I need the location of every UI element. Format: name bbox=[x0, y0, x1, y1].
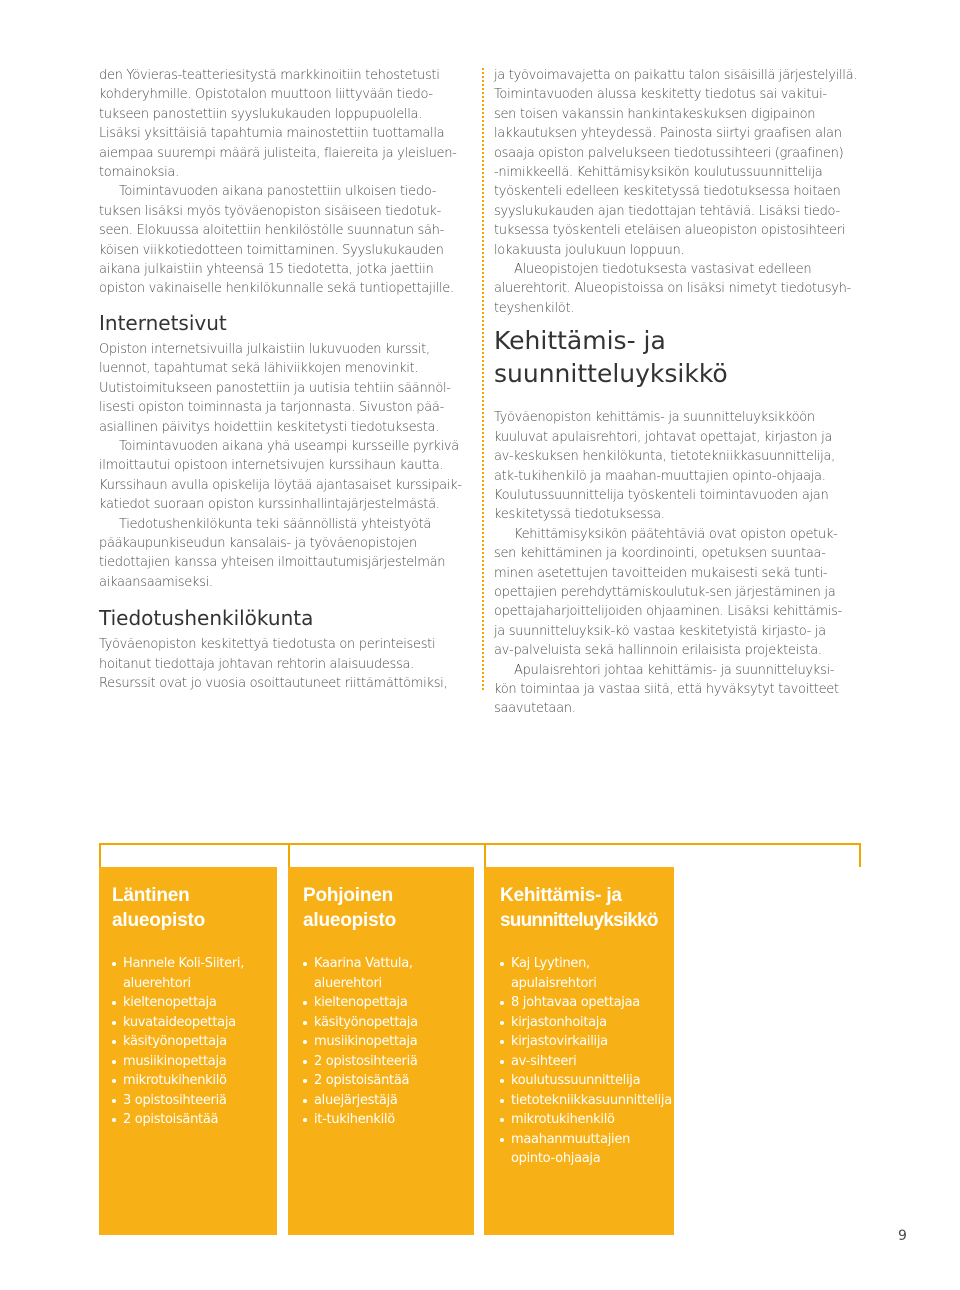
text-line: ilmoittautui opistoon internetsivujen kurssihaun kautta. bbox=[99, 458, 444, 474]
text-line: Toimintavuoden aikana yhä useampi kursseille pyrkivä bbox=[119, 438, 459, 454]
staffing-paragraph bbox=[494, 66, 864, 260]
text-line: Lisäksi yksittäisiä tapahtumia mainostettiin tuottamalla bbox=[99, 126, 445, 142]
list-item: mikrotukihenkilö bbox=[500, 1110, 674, 1130]
column-divider bbox=[482, 68, 484, 690]
text-line: den Yövieras-teatteriesitystä markkinoitiin tehostetusti bbox=[99, 68, 440, 83]
text-line: sen toisen vakanssin hankintakeskuksen digipainon bbox=[494, 106, 816, 122]
list-item: musiikinopettaja bbox=[112, 1052, 277, 1072]
heading-line: suunnitteluyksikkö bbox=[494, 359, 728, 389]
internet-paragraph-3 bbox=[99, 515, 475, 593]
text-line: seen. Elokuussa aloitettiin henkilöstölle suunnatun säh- bbox=[99, 223, 444, 239]
heading-tiedotushenkilokunta: Tiedotushenkilökunta bbox=[99, 606, 314, 631]
list-item: it-tukihenkilö bbox=[303, 1110, 474, 1130]
text-line: Resurssit ovat jo vuosia osoittautuneet riittämättömiksi, bbox=[99, 675, 448, 691]
list-item: mikrotukihenkilö bbox=[112, 1071, 277, 1091]
org-chart-branch-line bbox=[484, 843, 486, 867]
text-line: köisen viikkotiedotteen toimittaminen. Syyslukukauden bbox=[99, 242, 444, 258]
text-line: aikana julkaistiin yhteensä 15 tiedotetta, jotka jaettiin bbox=[99, 262, 434, 278]
list-item: kirjastonhoitaja bbox=[500, 1013, 674, 1033]
list-item: aluejärjestäjä bbox=[303, 1091, 474, 1111]
text-line: lokakuusta joulukuun loppuun. bbox=[494, 242, 685, 258]
left-column bbox=[99, 66, 475, 693]
text-line: tiedottajien kanssa yhteisen ilmoittautumisjärjestelmän bbox=[99, 555, 446, 571]
text-line: minen asetettujen tavoitteiden mukaisesti sekä tunti- bbox=[494, 565, 828, 581]
list-item: käsityönopettaja bbox=[303, 1013, 474, 1033]
list-item: käsityönopettaja bbox=[112, 1032, 277, 1052]
list-item: Hannele Koli-Siiteri, aluerehtori bbox=[112, 954, 277, 993]
text-line: Kurssihaun avulla opiskelija löytää ajantasaiset kurssipaik- bbox=[99, 477, 462, 493]
list-item: tietotekniikkasuunnittelija bbox=[500, 1091, 674, 1111]
internal-communication-paragraph bbox=[99, 182, 475, 298]
text-line: Uutistoimitukseen panostettiin ja uutisia tehtiin säännöl- bbox=[99, 380, 451, 396]
org-box-list bbox=[112, 954, 277, 1130]
right-column bbox=[494, 66, 864, 719]
text-line: opiston vakinaiselle henkilökunnalle sekä tuntiopettajille. bbox=[99, 281, 454, 297]
text-line: aikaansaamiseksi. bbox=[99, 574, 213, 590]
org-box-title: Läntinen bbox=[112, 885, 190, 906]
text-line: Toimintavuoden alussa keskitetty tiedotus sai vakitui- bbox=[494, 87, 827, 103]
heading-kehittamis-ja-suunnitteluyksikko bbox=[494, 324, 864, 390]
list-item: kirjastovirkailija bbox=[500, 1032, 674, 1052]
org-box-title: alueopisto bbox=[303, 910, 397, 931]
text-line: aluerehtorit. Alueopistoissa on lisäksi nimetyt tiedotusyh- bbox=[494, 281, 851, 297]
heading-internetsivut: Internetsivut bbox=[99, 310, 227, 335]
list-item: 8 johtavaa opettajaa bbox=[500, 993, 674, 1013]
page-number: 9 bbox=[898, 1228, 907, 1244]
text-line: aiempaa suurempi määrä julisteita, flaiereita ja yleisluen- bbox=[99, 145, 457, 161]
org-chart-branch-line bbox=[859, 843, 861, 867]
dev-paragraph-3 bbox=[494, 661, 864, 719]
text-line: Työväenopiston kehittämis- ja suunnitteluyksikköön bbox=[494, 410, 815, 426]
internet-paragraph-2 bbox=[99, 437, 475, 515]
org-box-list bbox=[303, 954, 474, 1130]
heading-line: Kehittämis- ja bbox=[494, 326, 666, 356]
text-line: hoitanut tiedottaja johtavan rehtorin alaisuudessa. bbox=[99, 656, 414, 672]
text-line: asiallinen päivitys hoidettiin keskitetysti tiedotuksesta. bbox=[99, 419, 440, 435]
org-box-title: Kehittämis- ja bbox=[500, 885, 622, 906]
text-line: Toimintavuoden aikana panostettiin ulkoisen tiedo- bbox=[119, 184, 437, 200]
text-line: ja suunnitteluyksik-kö vastaa keskitetyistä kirjasto- ja bbox=[494, 623, 826, 639]
text-line: -nimikkeellä. Kehittämisyksikön koulutussuunnittelija bbox=[494, 165, 823, 181]
text-line: Työväenopiston keskitettyä tiedotusta on perinteisesti bbox=[99, 637, 436, 653]
text-line: tukseen panostettiin syyslukukauden loppupuolella. bbox=[99, 106, 423, 122]
org-box-pohjoinen-alueopisto bbox=[288, 867, 474, 1235]
text-line: kön toimintaa ja vastaa siitä, että hyväksytyt tavoitteet bbox=[494, 681, 839, 697]
list-item: 2 opistoisäntää bbox=[303, 1071, 474, 1091]
text-line: kuuluvat apulaisrehtori, johtavat opettajat, kirjaston ja bbox=[494, 429, 833, 445]
text-line: tomainoksia. bbox=[99, 165, 179, 181]
list-item: Kaj Lyytinen, apulaisrehtori bbox=[500, 954, 674, 993]
text-line: ja työvoimavajetta on paikattu talon sisäisillä järjestelyillä. bbox=[494, 68, 858, 83]
org-chart bbox=[99, 843, 861, 1235]
regional-paragraph bbox=[494, 260, 864, 318]
org-chart-branch-line bbox=[99, 843, 101, 867]
text-line: Alueopistojen tiedotuksesta vastasivat edelleen bbox=[514, 262, 812, 278]
list-item: maahanmuuttajien opinto-ohjaaja bbox=[500, 1130, 674, 1169]
org-box-title: alueopisto bbox=[112, 910, 206, 931]
text-line: luennot, tapahtumat sekä lähiviikkojen menovinkit. bbox=[99, 361, 419, 377]
text-line: av-keskuksen henkilökunta, tietotekniikkasuunnittelija, bbox=[494, 449, 835, 465]
text-line: keskitetyssä tiedotuksessa. bbox=[494, 507, 665, 523]
text-line: sen kehittäminen ja koordinointi, opetuksen suuntaa- bbox=[494, 546, 826, 562]
text-line: pääkaupunkiseudun kansalais- ja työväenopistojen bbox=[99, 535, 417, 551]
text-line: tuksen lisäksi myös työväenopiston sisäiseen tiedotuk- bbox=[99, 203, 442, 219]
text-line: katiedot suoraan opiston kurssinhallintajärjestelmästä. bbox=[99, 497, 440, 513]
org-box-lantinen-alueopisto bbox=[99, 867, 277, 1235]
text-line: teyshenkilöt. bbox=[494, 300, 575, 316]
org-box-list bbox=[500, 954, 674, 1169]
list-item: kuvataideopettaja bbox=[112, 1013, 277, 1033]
text-line: syyslukukauden ajan tiedottajan tehtäviä. Lisäksi tiedo- bbox=[494, 203, 840, 219]
intro-paragraph bbox=[99, 66, 475, 182]
text-line: tuksessa työskenteli eteläisen alueopiston opistosihteeri bbox=[494, 223, 846, 239]
text-line: Tiedotushenkilökunta teki säännöllistä yhteistyötä bbox=[119, 516, 431, 532]
text-line: lisesti opiston toiminnasta ja tarjonnasta. Sivuston pää- bbox=[99, 400, 444, 416]
list-item: musiikinopettaja bbox=[303, 1032, 474, 1052]
list-item: kieltenopettaja bbox=[303, 993, 474, 1013]
staff-paragraph bbox=[99, 635, 475, 693]
text-line: Apulaisrehtori johtaa kehittämis- ja suunnitteluyksi- bbox=[514, 662, 835, 678]
dev-paragraph-1 bbox=[494, 408, 864, 524]
list-item: 2 opistosihteeriä bbox=[303, 1052, 474, 1072]
org-chart-connector-line bbox=[99, 843, 861, 845]
text-line: saavutetaan. bbox=[494, 701, 576, 717]
list-item: koulutussuunnittelija bbox=[500, 1071, 674, 1091]
list-item: kieltenopettaja bbox=[112, 993, 277, 1013]
list-item: av-sihteeri bbox=[500, 1052, 674, 1072]
org-box-title: suunnitteluyksikkö bbox=[500, 910, 658, 931]
text-line: opettajaharjoittelijoiden ohjaaminen. Lisäksi kehittämis- bbox=[494, 604, 842, 620]
list-item: 3 opistosihteeriä bbox=[112, 1091, 277, 1111]
org-chart-branch-line bbox=[288, 843, 290, 867]
org-box-kehittamis-ja-suunnitteluyksikko bbox=[484, 867, 674, 1235]
dev-paragraph-2 bbox=[494, 525, 864, 661]
text-line: Opiston internetsivuilla julkaistiin lukuvuoden kurssit, bbox=[99, 341, 430, 357]
text-line: av-palveluista sekä hallinnoin erilaisista projekteista. bbox=[494, 643, 822, 659]
text-line: Kehittämisyksikön päätehtäviä ovat opiston opetuk- bbox=[514, 526, 838, 542]
text-line: atk-tukihenkilö ja maahan-muuttajien opinto-ohjaaja. bbox=[494, 468, 826, 484]
text-line: kohderyhmille. Opistotalon muuttoon liittyvään tiedo- bbox=[99, 87, 433, 103]
text-line: lakkautuksen yhteydessä. Painosta siirtyi graafisen alan bbox=[494, 126, 842, 142]
list-item: 2 opistoisäntää bbox=[112, 1110, 277, 1130]
text-line: työskenteli edelleen keskitetyssä tiedotuksessa hoitaen bbox=[494, 184, 841, 200]
internet-paragraph-1 bbox=[99, 340, 475, 437]
text-line: opettajien perehdyttämiskoulutuk-sen järjestäminen ja bbox=[494, 584, 836, 600]
text-line: Koulutussuunnittelija työskenteli toimintavuoden ajan bbox=[494, 487, 829, 503]
list-item: Kaarina Vattula, aluerehtori bbox=[303, 954, 474, 993]
org-box-title: Pohjoinen bbox=[303, 885, 394, 906]
text-line: osaaja opiston palvelukseen tiedotussihteeri (graafinen) bbox=[494, 145, 844, 161]
